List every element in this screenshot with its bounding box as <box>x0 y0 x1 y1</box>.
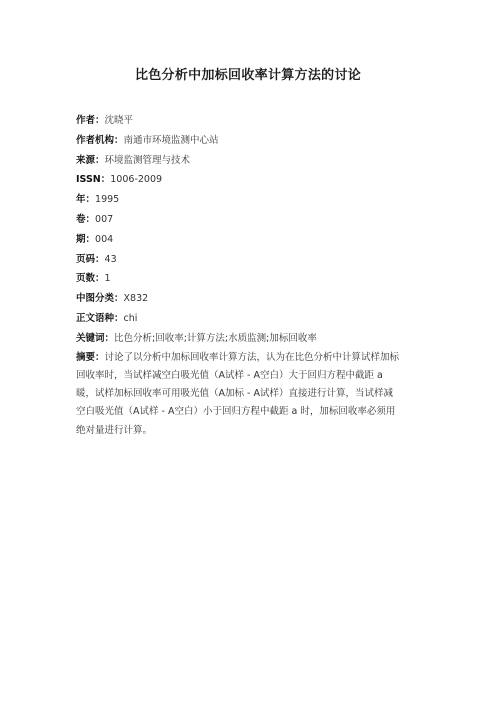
field-issue <box>76 234 421 246</box>
field-separator: ： <box>114 312 124 324</box>
field-classification <box>76 293 421 305</box>
field-separator: ： <box>114 134 124 146</box>
abstract-text: 讨论了以分析中加标回收率计算方法，认为在比色分析中计算试样加标 <box>104 351 400 363</box>
field-label: 作者 <box>76 115 96 126</box>
field-year <box>76 194 421 206</box>
field-volume <box>76 214 421 226</box>
field-value: 南通市环境监测中心站 <box>123 134 219 146</box>
field-separator: ： <box>85 213 96 225</box>
field-value: 43 <box>104 253 117 265</box>
field-keywords <box>76 333 421 345</box>
field-separator: ： <box>104 332 115 344</box>
field-value: 比色分析;回收率;计算方法;水质监测;加标回收率 <box>114 332 317 344</box>
abstract-line <box>76 349 421 367</box>
field-label: ISSN <box>76 174 101 186</box>
field-value: 1 <box>104 273 111 285</box>
abstract-line: 绝对量进行计算。 <box>76 424 153 436</box>
field-value: 沈晓平 <box>104 115 134 126</box>
field-label: 卷 <box>76 213 86 225</box>
field-institution <box>76 135 421 147</box>
field-page-count <box>76 273 421 285</box>
field-label: 页数 <box>76 273 96 285</box>
abstract-label: 摘要 <box>76 351 96 363</box>
abstract-line: 空白吸光值（A试样 - A空白）小于回归方程中截距 a 时，加标回收率必须用 <box>76 406 396 418</box>
field-separator: ： <box>95 273 105 285</box>
field-separator: ： <box>114 293 124 305</box>
field-value: 环境监测管理与技术 <box>104 154 191 166</box>
field-separator: ： <box>85 194 96 206</box>
document-title: 比色分析中加标回收率计算方法的讨论 <box>134 68 362 83</box>
field-separator: ： <box>95 351 105 363</box>
field-separator: ： <box>95 154 105 166</box>
field-value: X832 <box>123 293 149 305</box>
field-label: 页码 <box>76 253 96 265</box>
field-value: 004 <box>95 233 114 245</box>
field-label: 期 <box>76 233 86 245</box>
field-label: 关键词 <box>76 332 105 344</box>
field-separator: ： <box>95 115 105 126</box>
field-label: 正文语种 <box>76 312 115 324</box>
field-label: 年 <box>76 194 86 206</box>
field-value: 1995 <box>95 194 120 206</box>
field-language <box>76 313 421 325</box>
field-label: 作者机构 <box>76 134 115 146</box>
metadata-section <box>76 115 421 440</box>
abstract-line: 暖，试样加标回收率可用吸光值（A加标 - A试样）直接进行计算，当试样减 <box>76 388 393 400</box>
field-source <box>76 155 421 167</box>
abstract <box>76 349 421 440</box>
field-separator: ： <box>85 233 96 245</box>
field-value: 007 <box>95 213 114 225</box>
abstract-line: 回收率时，当试样减空白吸光值（A试样 - A空白）大于回归方程中截距 a <box>76 369 383 381</box>
field-separator: ： <box>95 253 105 265</box>
field-separator: ： <box>100 174 111 186</box>
field-value: chi <box>123 312 138 324</box>
field-pages <box>76 254 421 266</box>
field-issn <box>76 174 421 186</box>
field-value: 1006-2009 <box>110 174 163 186</box>
field-label: 来源 <box>76 154 96 166</box>
field-author <box>76 115 421 127</box>
field-label: 中图分类 <box>76 293 115 305</box>
